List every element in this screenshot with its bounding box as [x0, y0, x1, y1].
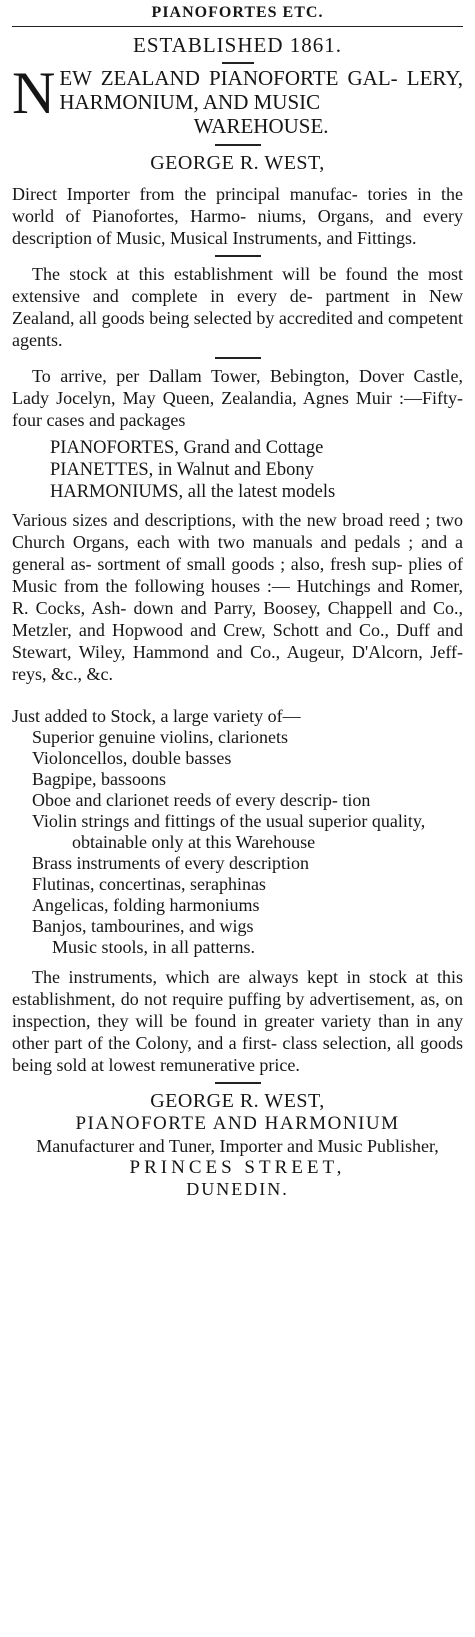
various-paragraph: Various sizes and descriptions, with the new broad reed ; two Church Organs, each with two manuals and pedals ; and a general as- sortment of small goods ; also, fresh sup- plies of Music from the following houses :— Hutchings and Romer, R. Cocks, Ash- down and Parry, Boosey, Chappell and Co., Metzler, and Hopwood and Crew, Schott and Co., Duff and Stewart, Wiley, Hammond and Co., Augeur, D'Alcorn, Jeff- reys, &c., &c. — [12, 510, 463, 684]
stock-line: HARMONIUMS, all the latest models — [50, 482, 336, 502]
footer-name: GEORGE R. WEST, — [150, 1090, 325, 1112]
list-item: Bagpipe, bassoons — [32, 769, 166, 789]
stock-list — [50, 437, 463, 503]
list-item: Banjos, tambourines, and wigs — [32, 916, 254, 936]
divider — [222, 62, 254, 64]
gallery-title-warehouse: WAREHOUSE. — [193, 114, 329, 138]
stock-line: PIANETTES, in Walnut and Ebony — [50, 460, 314, 480]
list-item: Brass instruments of every description — [32, 853, 309, 873]
footer-city: DUNEDIN. — [186, 1179, 289, 1199]
gallery-title-text: EW ZEALAND PIANOFORTE GAL- LERY, HARMONIUM, AND MUSIC — [59, 66, 463, 114]
list-item: Angelicas, folding harmoniums — [32, 895, 260, 915]
divider — [215, 357, 261, 359]
established-line: ESTABLISHED 1861. — [133, 33, 342, 57]
list-item: Violin strings and fittings of the usual superior quality, obtainable only at this Warehouse — [32, 811, 426, 852]
header-rule — [12, 26, 463, 27]
arrival-paragraph: To arrive, per Dallam Tower, Bebington, Dover Castle, Lady Jocelyn, May Queen, Zealandia, Agnes Muir :—Fifty-four cases and packages — [12, 366, 463, 430]
stock-paragraph: The stock at this establishment will be found the most extensive and complete in every de- partment in New Zealand, all goods being selected by accredited and competent agents. — [12, 264, 463, 350]
gallery-title — [12, 60, 463, 138]
added-items-list — [32, 727, 463, 958]
footer-street: PRINCES STREET, — [129, 1157, 346, 1178]
divider — [215, 144, 261, 146]
list-item: Oboe and clarionet reeds of every descrip- tion — [32, 790, 371, 810]
footer-trade: PIANOFORTE AND HARMONIUM — [75, 1113, 400, 1134]
dropcap: N — [12, 60, 56, 126]
footer-manufacturer: Manufacturer and Tuner, Importer and Music Publisher, — [36, 1136, 439, 1156]
proprietor-name: GEORGE R. WEST, — [150, 152, 325, 174]
list-item: Music stools, in all patterns. — [52, 937, 255, 957]
added-intro: Just added to Stock, a large variety of— — [12, 706, 301, 726]
section-header: PIANOFORTES ETC. — [151, 4, 324, 21]
list-item: Flutinas, concertinas, seraphinas — [32, 874, 266, 894]
divider — [215, 1082, 261, 1084]
list-item: Superior genuine violins, clarionets — [32, 727, 288, 747]
divider — [215, 255, 261, 257]
closing-paragraph: The instruments, which are always kept in stock at this establishment, do not require puffing by advertisement, as, on inspection, they will be found in greater variety than in any other part of the Colony, and a first- class selection, all goods being sold at lowest remunerative price. — [12, 967, 463, 1075]
list-item: Violoncellos, double basses — [32, 748, 232, 768]
stock-line: PIANOFORTES, Grand and Cottage — [50, 438, 324, 458]
intro-paragraph: Direct Importer from the principal manufac- tories in the world of Pianofortes, Harmo- niums, Organs, and every description of Music, Musical Instruments, and Fittings. — [12, 184, 463, 248]
